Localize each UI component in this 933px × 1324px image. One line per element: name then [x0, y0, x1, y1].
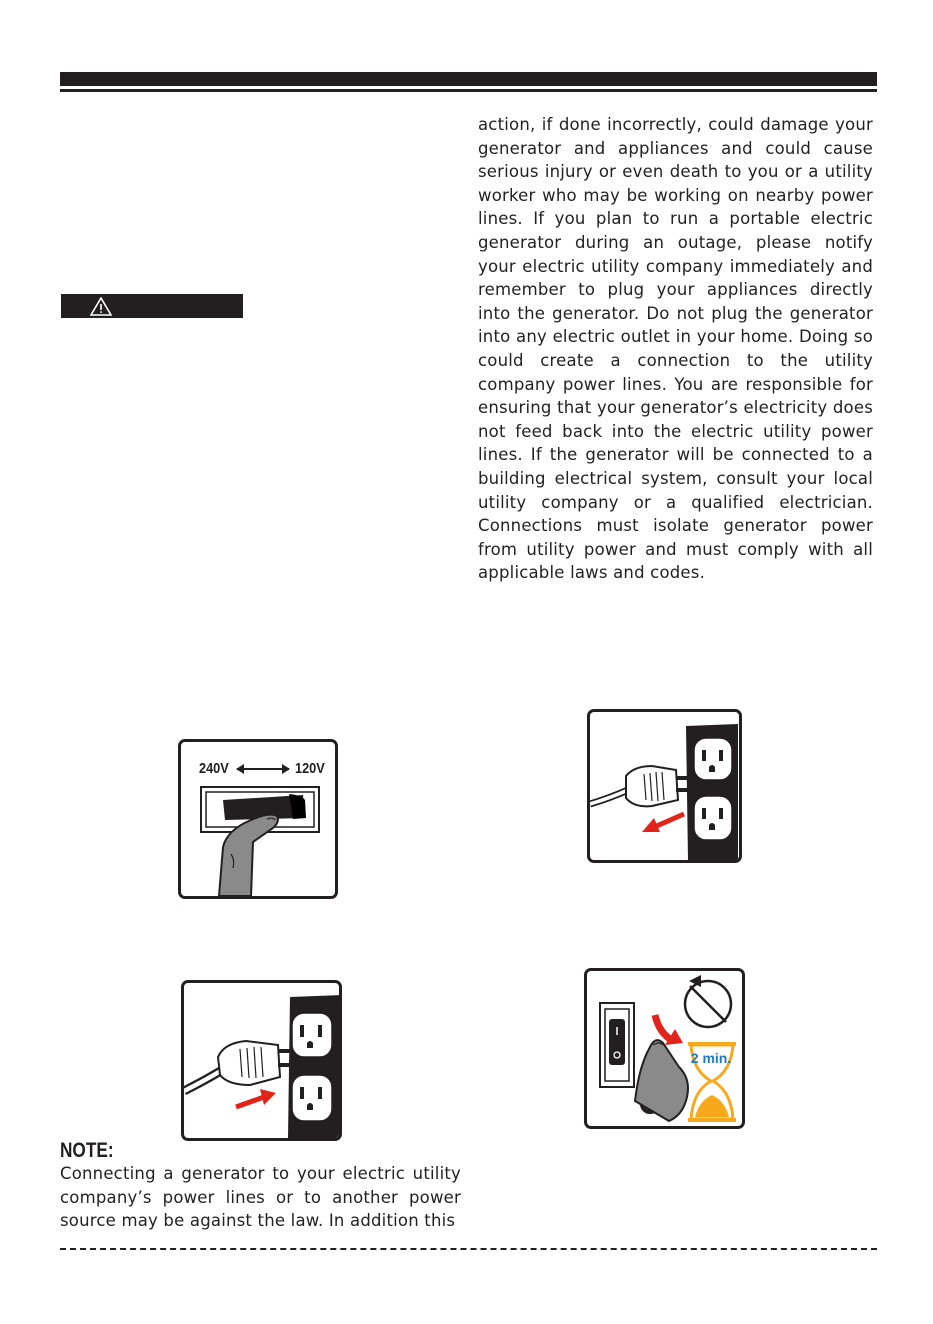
header-rule: [60, 89, 877, 92]
timer-label: 2 min.: [690, 1050, 732, 1066]
voltage-switch-drawing: [181, 742, 335, 896]
unplug-figure: [587, 709, 742, 863]
note-heading: NOTE:: [60, 1139, 114, 1162]
note-text: Connecting a generator to your electric utility company’s power lines or to another power source may be against the law. In addition this: [60, 1164, 461, 1231]
voltage-left-label: 240V: [199, 760, 229, 777]
warning-label: [61, 294, 243, 318]
warning-triangle-icon: [90, 297, 112, 316]
right-column-text: action, if done incorrectly, could damage your generator and appliances and could cause serious injury or even death to you or a utility worker who may be working on nearby power lines. If you plan to run a portable electric generator during an outage, please notify your electric utility company immediately and remember to plug your appliances directly into the generator. Do not plug the generator into any electric outlet in your home. Doing so could create a connection to the utility company power lines. You are responsible for ensuring that your generator’s electricity does not feed back into the electric utility power lines. If the generator will be connected to a building electrical system, consult your local utility company or a qualified electrician. Connections must isolate generator power from utility power and must comply with all applicable laws and codes.: [478, 115, 873, 583]
wait-timer-figure: [584, 968, 745, 1129]
unplug-drawing: [590, 712, 739, 860]
plug-in-figure: [181, 980, 342, 1141]
wait-timer-drawing: [587, 971, 742, 1126]
header-bar: [60, 72, 877, 86]
plug-in-drawing: [184, 983, 339, 1138]
voltage-right-label: 120V: [295, 760, 325, 777]
voltage-switch-figure: [178, 739, 338, 899]
footer-dashed-rule: [60, 1248, 877, 1250]
